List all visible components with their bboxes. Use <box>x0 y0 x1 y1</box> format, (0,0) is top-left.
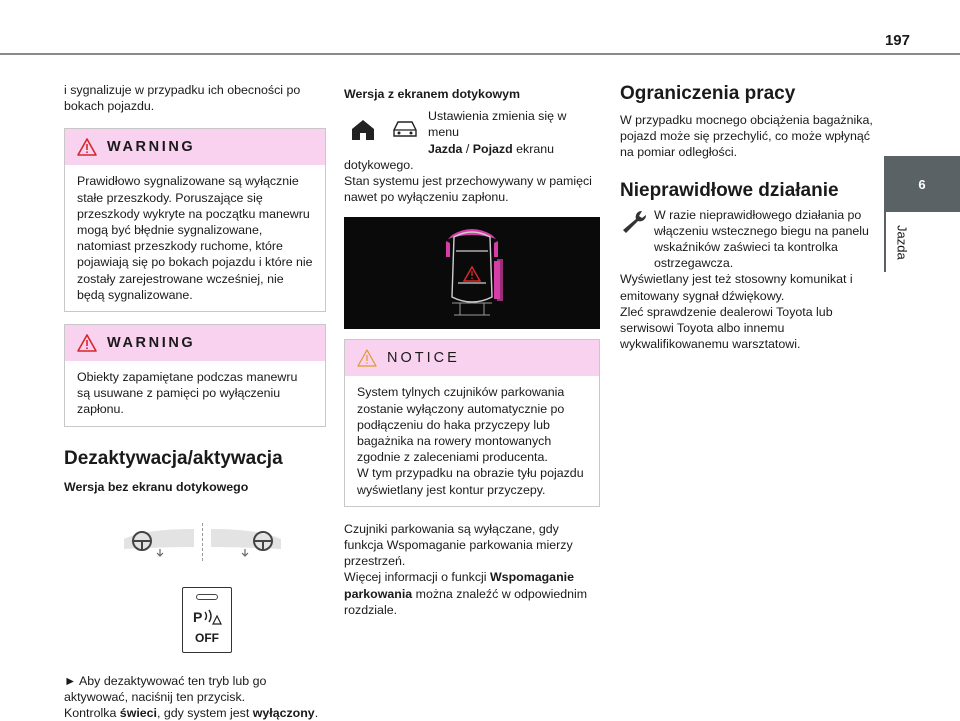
notice-box <box>344 339 600 506</box>
limitations-text: W przypadku mocnego obciążenia bagażnika, pojazd może się przechylić, co może wpłynąć na pomiar odległości. <box>620 113 873 160</box>
malfunction-text-content: W razie nieprawidłowego działania po włączeniu wstecznego biegu na panelu wskaźników zaświeci ta kontrolka ostrzegawcza. <box>654 207 869 271</box>
car-top-view-icon <box>344 217 600 329</box>
indicator-bold-2: wyłączony <box>252 706 315 721</box>
off-label: OFF <box>195 630 219 645</box>
indicator-prefix: Kontrolka <box>64 706 120 721</box>
settings-line-1: Ustawienia zmienia się w menu <box>428 109 567 140</box>
chapter-divider <box>884 212 886 272</box>
settings-line-2 <box>428 141 600 157</box>
column-3 <box>620 82 878 352</box>
indicator-text <box>64 705 326 721</box>
header-rule <box>0 53 960 55</box>
svg-text:P: P <box>193 608 203 625</box>
steering-wheel-right-icon <box>209 525 281 559</box>
rear-sensor-display <box>344 217 600 329</box>
menu-jazda: Jazda <box>428 141 463 156</box>
menu-pojazd: Pojazd <box>472 141 513 156</box>
title-malfunction: Nieprawidłowe działanie <box>620 179 839 201</box>
memory-text: Stan systemu jest przechowywany w pamięci nawet po wyłączeniu zapłonu. <box>344 174 592 205</box>
settings-text <box>428 108 600 157</box>
warning-triangle-icon <box>77 138 97 156</box>
subtitle-no-touchscreen: Wersja bez ekranu dotykowego <box>64 479 249 494</box>
park-sensor-icon <box>193 608 223 628</box>
more-info-prefix: Więcej informacji o funkcji <box>344 570 490 585</box>
warning-box-1 <box>64 128 326 312</box>
indicator-end: . <box>314 706 319 721</box>
chapter-tab[interactable] <box>884 156 960 212</box>
divider-dashed <box>202 523 203 561</box>
notice-text-1: System tylnych czujników parkowania zostanie wyłączony automatycznie po podłączeniu do haka przyczepy lub bagażnika na rowery montowanych zgodnie z zaleceniami producenta. <box>357 385 565 465</box>
chapter-name: Jazda <box>894 224 910 260</box>
warning-text: Prawidłowo sygnalizowane są wyłącznie stałe przeszkody. Poruszające się przeszkody wykryte na początku manewru mogą być błędnie sygnalizowane, natomiast przeszkody ruchome, które pojawiają się po bokach pojazdu i które nie zostały zarejestrowane wcześniej, nie będą sygnalizowane. <box>77 174 313 302</box>
malfunction-text <box>654 207 878 272</box>
display-text: Wyświetlany jest też stosowny komunikat i emitowany sygnał dźwiękowy. <box>620 272 853 303</box>
more-info-text <box>344 569 600 618</box>
car-settings-icon <box>390 118 420 140</box>
settings-continued: dotykowego. <box>344 157 414 172</box>
page-number: 197 <box>884 32 910 49</box>
malfunction-row <box>620 207 878 272</box>
more-info-end: można znaleźć w odpowiednim rozdziale. <box>344 586 588 617</box>
more-info-bold: Wspomaganie parkowania <box>344 570 574 601</box>
warning-header <box>65 325 325 361</box>
notice-body <box>345 376 599 505</box>
park-sensor-off-button[interactable] <box>182 587 232 653</box>
settings-row <box>344 108 600 157</box>
notice-title: NOTICE <box>387 350 460 367</box>
subtitle-touchscreen: Wersja z ekranem dotykowym <box>344 87 521 101</box>
indicator-lamp <box>196 594 218 600</box>
notice-triangle-icon <box>357 349 377 367</box>
notice-text-2: W tym przypadku na obrazie tyłu pojazdu wyświetlany jest kontur przyczepy. <box>357 466 584 497</box>
notice-header <box>345 340 599 376</box>
warning-box-2 <box>64 324 326 427</box>
menu-separator: / <box>462 141 473 156</box>
dealer-text: Zleć sprawdzenie dealerowi Toyota lub serwisowi Toyota albo innemu wykwalifikowanemu warsztatowi. <box>620 304 833 352</box>
indicator-mid: , gdy system jest <box>157 706 253 721</box>
warning-header <box>65 129 325 165</box>
warning-title: WARNING <box>107 334 196 351</box>
warning-text: Obiekty zapamiętane podczas manewru są usuwane z pamięci po wyłączeniu zapłonu. <box>77 370 298 417</box>
column-2 <box>344 86 600 618</box>
instruction-text: ► Aby dezaktywować ten tryb lub go aktywować, naciśnij ten przycisk. <box>64 673 267 705</box>
chapter-number: 6 <box>918 176 926 192</box>
column-1 <box>64 82 326 721</box>
section-title: Dezaktywacja/aktywacja <box>64 447 283 469</box>
steering-wheel-left-icon <box>124 525 196 559</box>
warning-body <box>65 165 325 311</box>
intro-text: i sygnalizuje w przypadku ich obecności po bokach pojazdu. <box>64 83 301 114</box>
warning-triangle-icon <box>77 334 97 352</box>
indicator-bold-1: świeci <box>119 706 157 721</box>
wrench-icon <box>620 209 648 235</box>
sensors-text: Czujniki parkowania są wyłączane, gdy funkcja Wspomaganie parkowania mierzy przestrzeń. <box>344 521 573 569</box>
settings-end: ekranu <box>512 141 555 156</box>
home-icon <box>350 118 376 142</box>
title-limitations: Ograniczenia pracy <box>620 83 796 104</box>
warning-title: WARNING <box>107 139 196 156</box>
warning-body <box>65 361 325 426</box>
steering-wheel-illustration <box>124 523 326 561</box>
